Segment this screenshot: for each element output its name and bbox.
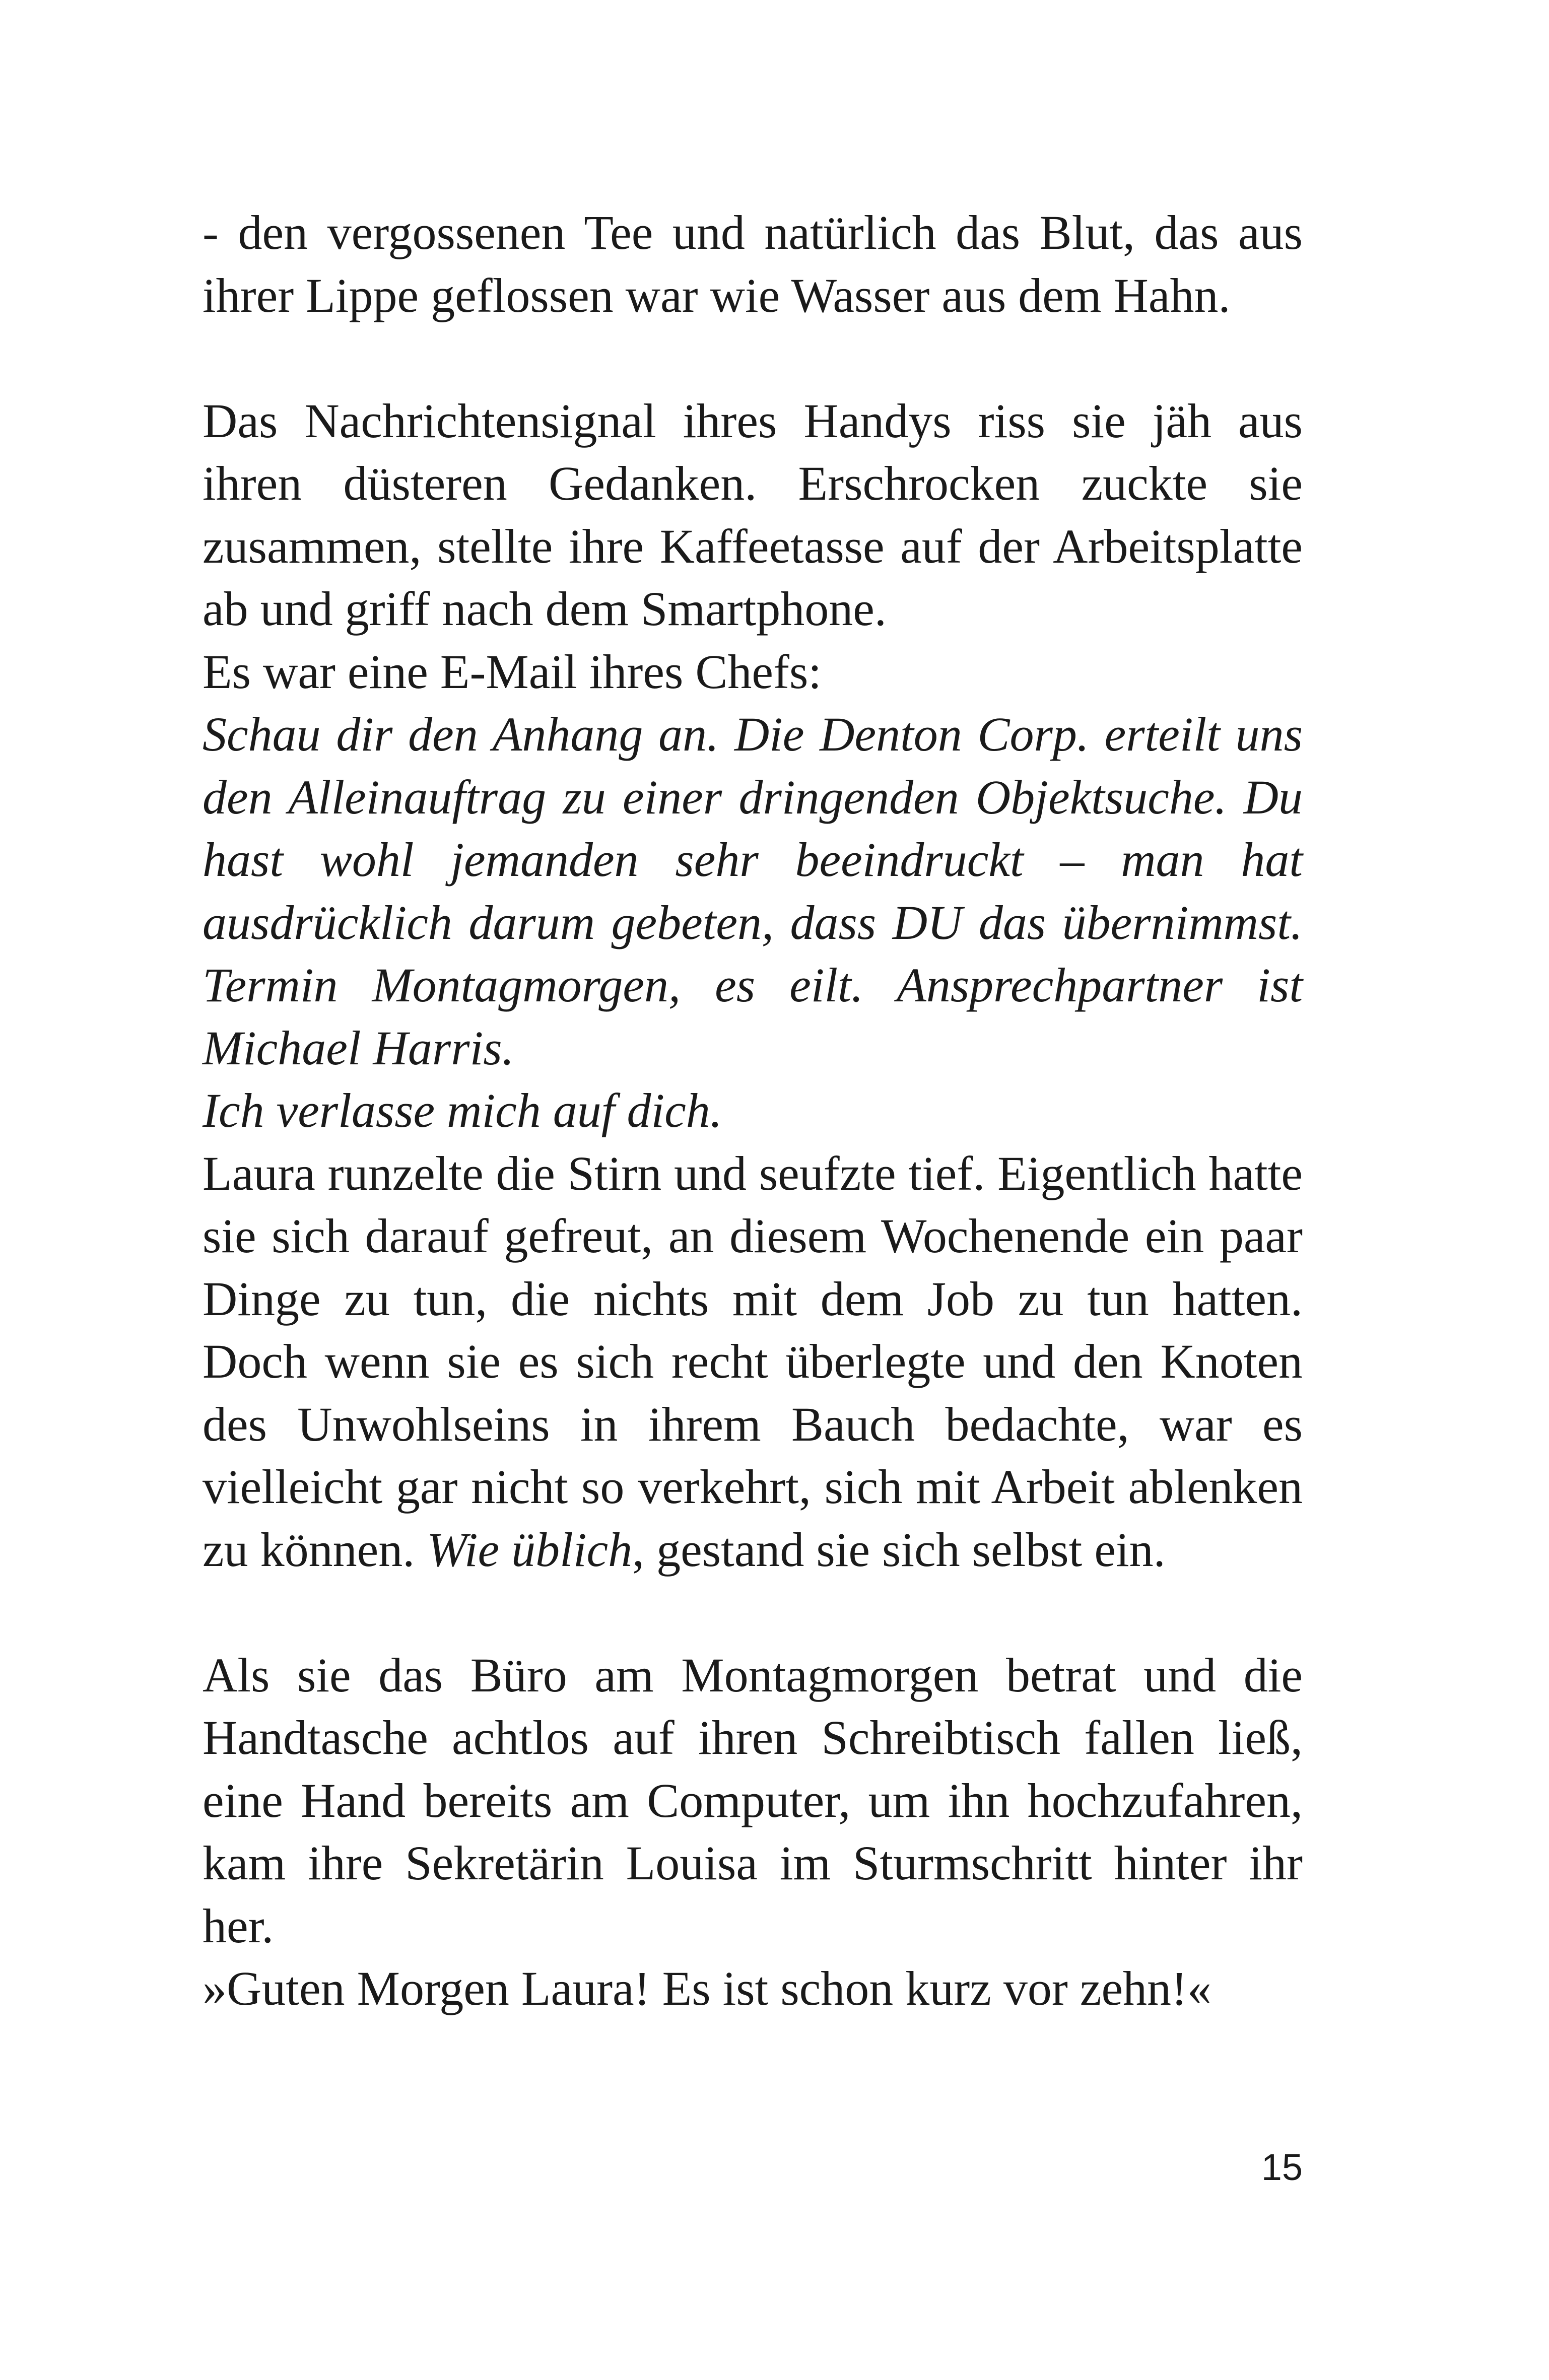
text-run: Laura runzelte die Stirn und seufzte tief. Eigentlich hatte sie sich darauf gefreut, an diesem Wochenende ein paar Dinge zu tun, die nichts mit dem Job zu tun hatten. Doch wenn sie es sich recht überlegte und den Knoten des Unwohlseins in ihrem Bauch bedachte, war es vielleicht gar nicht so verkehrt, sich mit Arbeit ablenken zu können. <box>203 1146 1303 1577</box>
paragraph <box>203 1644 1303 1958</box>
text-run-italic: Wie üblich <box>427 1522 633 1577</box>
page-body <box>203 201 1303 2020</box>
text-run: , gestand sie sich selbst ein. <box>632 1522 1166 1577</box>
paragraph <box>203 1957 1303 2020</box>
text-run: Als sie das Büro am Montagmorgen betrat und die Handtasche achtlos auf ihren Schreibtisch fallen ließ, eine Hand bereits am Computer, um ihn hochzufahren, kam ihre Sekretärin Louisa im Sturmschritt hinter ihr her. <box>203 1648 1303 1953</box>
text-run: Das Nachrichtensignal ihres Handys riss sie jäh aus ihren düsteren Gedanken. Erschrocken zuckte sie zusammen, stellte ihre Kaffeetasse auf der Arbeitsplatte ab und griff nach dem Smartphone. <box>203 393 1303 636</box>
paragraph <box>203 390 1303 641</box>
text-run: Es war eine E-Mail ihres Chefs: <box>203 644 822 699</box>
paragraph <box>203 201 1303 327</box>
page-number: 15 <box>1261 2146 1303 2188</box>
email-signoff <box>203 1079 1303 1142</box>
text-run-italic: Ich verlasse mich auf dich. <box>203 1083 722 1137</box>
paragraph <box>203 641 1303 704</box>
text-run-italic: Schau dir den Anhang an. Die Denton Corp. erteilt uns den Alleinauftrag zu einer dringenden Objektsuche. Du hast wohl jemanden sehr beeindruckt – man hat ausdrücklich darum gebeten, dass DU das übernimmst. Termin Montagmorgen, es eilt. Ansprechpartner ist Michael Harris. <box>203 707 1303 1075</box>
paragraph <box>203 1142 1303 1582</box>
email-quote <box>203 703 1303 1079</box>
text-run: - den vergossenen Tee und natürlich das Blut, das aus ihrer Lippe geflossen war wie Wasser aus dem Hahn. <box>203 206 1303 322</box>
text-run: »Guten Morgen Laura! Es ist schon kurz vor zehn!« <box>203 1961 1212 2015</box>
